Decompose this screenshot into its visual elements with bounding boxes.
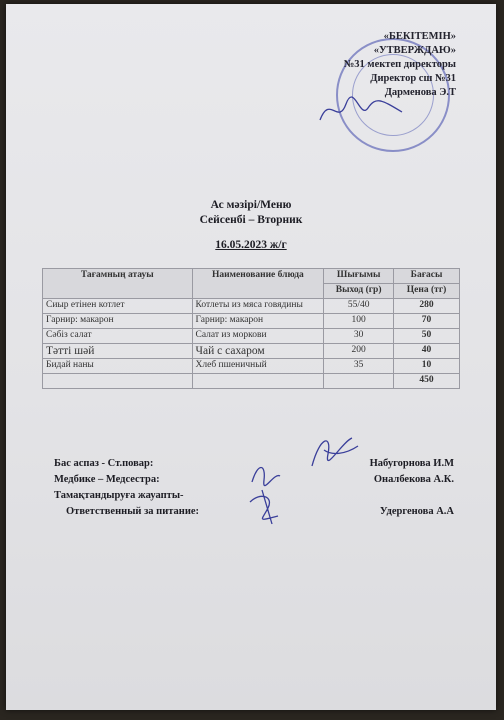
responsible-role-kz: Тамақтандыруға жауапты-: [54, 490, 184, 501]
dish-name-kz: Сиыр етінен котлет: [43, 299, 193, 314]
dish-name-kz: Гарнир: макарон: [43, 314, 193, 329]
dish-name-ru: Хлеб пшеничный: [192, 359, 324, 374]
approval-line: Директор сш №31: [370, 73, 456, 84]
responsible-row-kz: [54, 488, 454, 504]
col-header-yield-kz: Шығымы: [324, 269, 394, 284]
total-price: 450: [394, 374, 460, 389]
dish-price: 50: [394, 329, 460, 344]
approval-line: «УТВЕРЖДАЮ»: [373, 45, 456, 56]
dish-name-ru: Котлеты из мяса говядины: [192, 299, 324, 314]
table-header-row: [43, 269, 460, 284]
dish-name-kz: Бидай наны: [43, 359, 193, 374]
menu-document: [6, 4, 496, 710]
table-total-row: [43, 374, 460, 389]
nurse-name: Оналбекова А.К.: [373, 474, 454, 485]
dish-name-ru: Салат из моркови: [192, 329, 324, 344]
col-header-yield-ru: Выход (гр): [324, 284, 394, 299]
responsible-role-ru: Ответственный за питание:: [66, 506, 200, 517]
dish-yield: 100: [324, 314, 394, 329]
table-row: [43, 329, 460, 344]
dish-name-ru: Чай с сахаром: [192, 344, 324, 359]
dish-price: 70: [394, 314, 460, 329]
table-row: [43, 299, 460, 314]
dish-price: 280: [394, 299, 460, 314]
dish-yield: 200: [324, 344, 394, 359]
nurse-row: [54, 472, 454, 488]
col-header-price-ru: Цена (тг): [394, 284, 460, 299]
cook-role: Бас аспаз - Ст.повар:: [54, 458, 154, 469]
cook-row: [54, 456, 454, 472]
menu-day: Сейсенбі – Вторник: [199, 214, 303, 226]
dish-name-kz: Сәбіз салат: [43, 329, 193, 344]
responsible-name: Удергенова А.А: [379, 506, 454, 517]
menu-table: [42, 268, 460, 389]
approval-line: «БЕКІТЕМІН»: [383, 31, 456, 42]
col-header-name-kz: Тағамның атауы: [43, 269, 193, 299]
menu-heading: [6, 198, 496, 253]
dish-name-kz: Тәтті шәй: [43, 344, 193, 359]
approval-line: №31 мектеп директоры: [343, 59, 456, 70]
table-row: [43, 314, 460, 329]
table-row: [43, 359, 460, 374]
approval-line: Дарменова Э.Т: [384, 87, 456, 98]
cook-name: Набугорнова И.М: [369, 458, 454, 469]
dish-price: 10: [394, 359, 460, 374]
dish-yield: 55/40: [324, 299, 394, 314]
dish-name-ru: Гарнир: макарон: [192, 314, 324, 329]
responsible-row-ru: [54, 504, 454, 520]
dish-price: 40: [394, 344, 460, 359]
dish-yield: 35: [324, 359, 394, 374]
dish-yield: 30: [324, 329, 394, 344]
col-header-price-kz: Бағасы: [394, 269, 460, 284]
nurse-role: Медбике – Медсестра:: [54, 474, 160, 485]
approval-block: [256, 30, 456, 100]
table-row: [43, 344, 460, 359]
col-header-name-ru: Наименование блюда: [192, 269, 324, 299]
menu-title: Ас мәзірі/Меню: [210, 199, 292, 211]
menu-date: 16.05.2023 ж/г: [215, 239, 287, 251]
staff-signatures: [54, 456, 454, 520]
